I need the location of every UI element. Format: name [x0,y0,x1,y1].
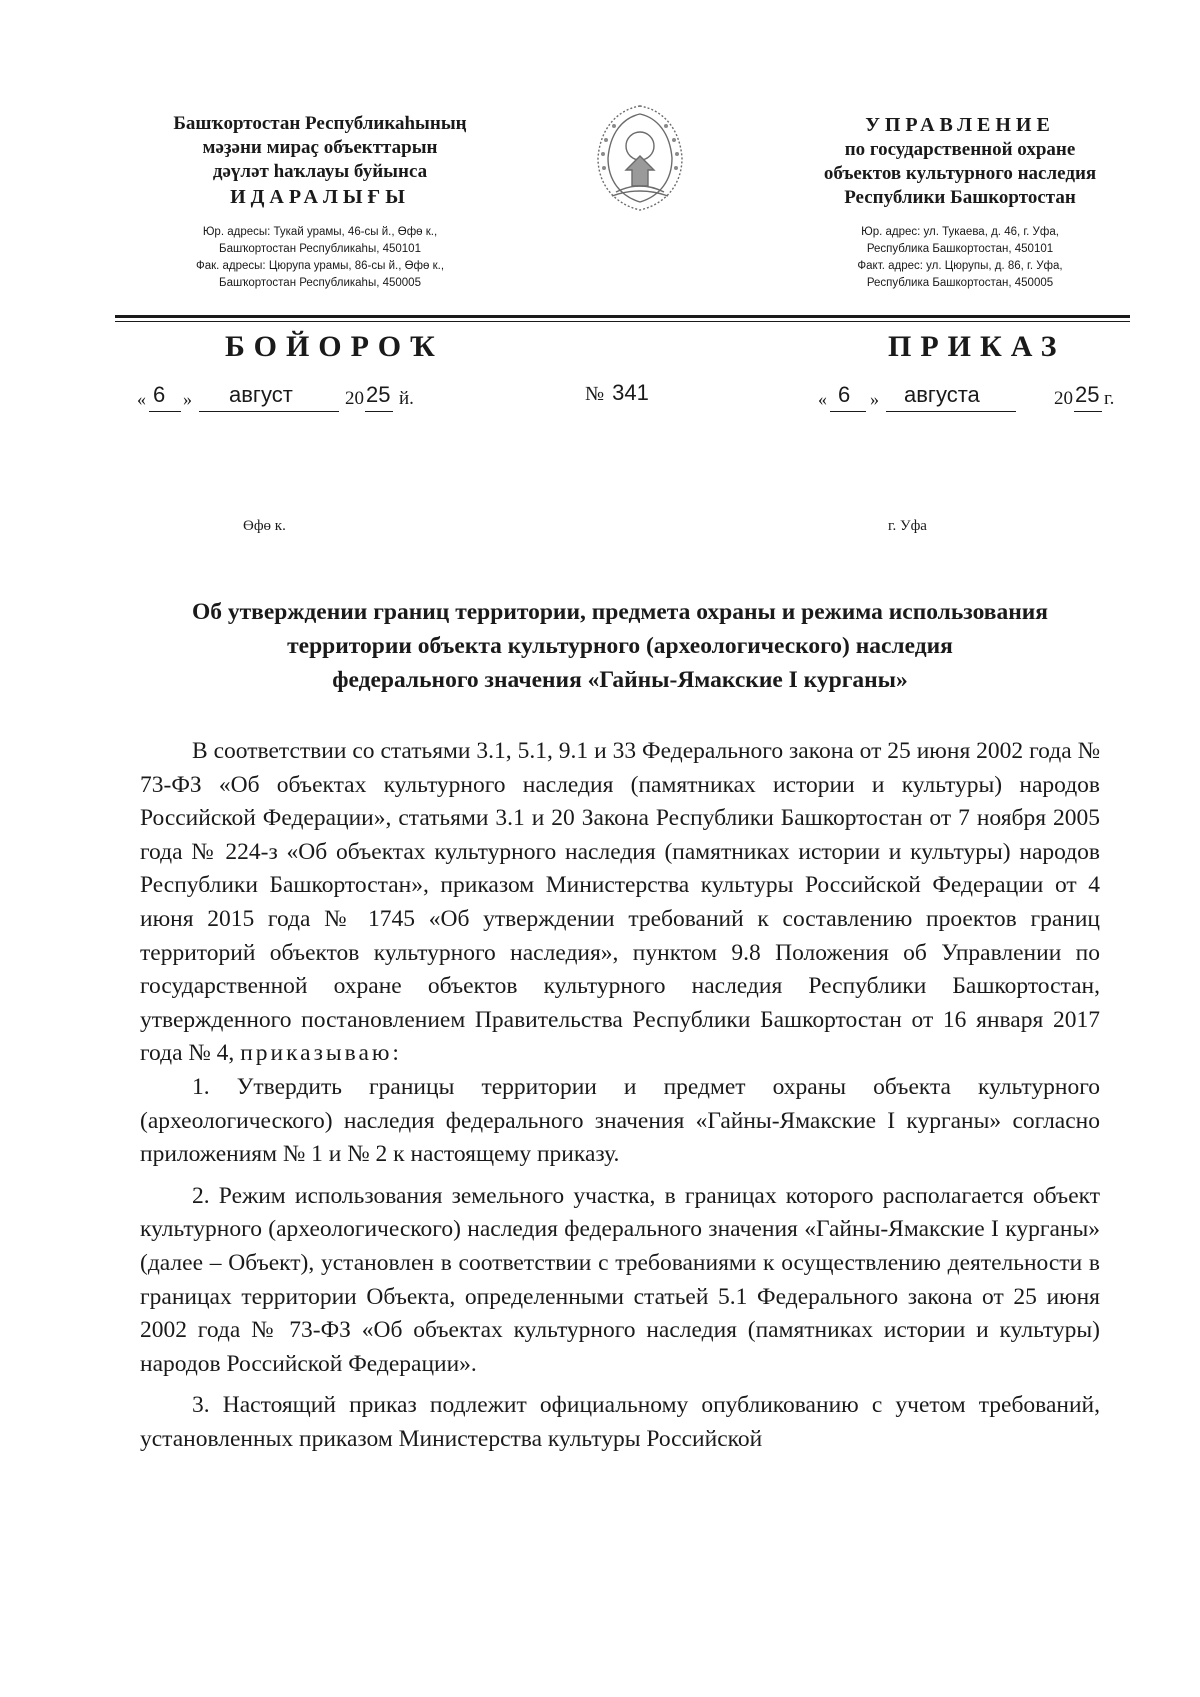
year-value: 25 [1075,382,1100,407]
address-line: Республика Башкортостан, 450005 [866,277,1054,289]
city-right: г. Уфа [888,518,927,534]
header-divider-thin [115,321,1130,322]
title-boyorok: БОЙОРОҠ [225,330,444,363]
address-line: Юр. адресы: Тукай урамы, 46-сы й., Өфө к., [202,226,438,238]
year-unit: г. [1104,388,1115,409]
item-3-paragraph: 3. Настоящий приказ подлежит официальному опубликованию с учетом требований, установленных приказом Министерства культуры Российской [140,1392,1100,1452]
date-left [137,380,457,414]
org-line: объектов культурного наследия [823,163,1097,184]
preamble-text: В соответствии со статьями 3.1, 5.1, 9.1 и 33 Федерального закона от 25 июня 2002 года № 73-ФЗ «Об объектах культурного наследия (памятниках истории и культуры) народов Российской Федерации», статьями 3.1 и 20 Закона Республики Башкортостан от 7 ноября 2005 года № 224-з «Об объектах культурного наследия (памятниках истории и культуры) народов Республики Башкортостан», приказом Министерства культуры Российской Федерации от 4 июня 2015 года № 1745 «Об утверждении требований к составлению проектов границ территорий объектов культурного наследия», пунктом 9.8 Положения об Управлении по государственной охране объектов культурного наследия Республики Башкортостан, утвержденного постановлением Правительства Республики Башкортостан от 16 января 2017 года № 4, [140,738,1100,1067]
order-word: приказываю: [240,1040,402,1067]
date-right [818,380,1128,414]
year-prefix: 20 [1054,388,1073,409]
header-left-org [130,112,510,292]
year-underline [365,411,393,412]
month-underline [199,411,339,412]
city-left: Өфө к. [243,518,286,534]
org-line: Башҡортостан Республикаһының [173,113,467,134]
org-name-spaced: ИДАРАЛЫҒЫ [230,186,410,208]
address-line: Фак. адресы: Цюрупа урамы, 86-сы й., Өфө к., [195,260,445,272]
address-line: Республика Башкортостан, 450101 [866,243,1054,255]
year-value: 25 [366,382,391,407]
item-1-paragraph: 1. Утвердить границы территории и предмет охраны объекта культурного (археологического) наследия федерального значения «Гайны-Ямакские I курганы» согласно приложениям № 1 и № 2 к настоящему приказу. [140,1073,1100,1168]
month-value: август [229,382,293,407]
month-value: августа [904,382,980,407]
address-line: Юр. адрес: ул. Тукаева, д. 46, г. Уфа, [861,226,1059,238]
document-body [140,735,1100,1456]
close-quote: » [870,389,879,409]
open-quote: « [818,389,827,409]
number-value: 341 [612,380,649,405]
day-underline [149,411,181,412]
close-quote: » [183,389,192,409]
item-2-paragraph: 2. Режим использования земельного участка, в границах которого располагается объект культурного (археологического) наследия федерального значения «Гайны-Ямакские I курганы» (далее – Объект), установлен в соответствии с требованиями к осуществлению деятельности в границах территории Объекта, определенными статьей 5.1 Федерального закона от 25 июня 2002 года № 73-ФЗ «Об объектах культурного наследия (памятниках истории и культуры) народов Российской Федерации». [140,1182,1100,1377]
number-label: № [585,383,605,405]
bashkortostan-emblem-icon [586,100,694,216]
year-unit: й. [399,388,414,409]
day-value: 6 [153,382,166,407]
header-right-org [780,112,1140,292]
open-quote: « [137,389,146,409]
address-line: Башҡортостан Республикаһы, 450005 [219,277,421,289]
address-block [130,224,510,292]
address-line: Башҡортостан Республикаһы, 450101 [219,243,421,255]
org-line: Республики Башкортостан [844,187,1076,208]
address-line: Факт. адрес: ул. Цюрупы, д. 86, г. Уфа, [857,260,1063,272]
document-title [140,595,1100,697]
org-line: мәҙәни мираҫ объекттарын [202,137,438,158]
document-title-line: территории объекта культурного (археологического) наследия [287,633,953,659]
day-value: 6 [838,382,851,407]
title-prikaz: ПРИКАЗ [888,330,1066,363]
header-divider-thick [115,315,1130,318]
org-line: по государственной охране [844,139,1076,160]
order-number [585,380,649,406]
year-underline [1074,411,1102,412]
document-title-line: Об утверждении границ территории, предмета охраны и режима использования [191,599,1048,625]
year-prefix: 20 [345,388,364,409]
month-underline [886,411,1016,412]
day-underline [830,411,866,412]
preamble-paragraph [140,735,1100,1071]
org-name-spaced: УПРАВЛЕНИЕ [865,114,1055,136]
document-title-line: федерального значения «Гайны-Ямакские I курганы» [332,667,908,693]
org-line: дәүләт һаҡлауы буйынса [212,161,428,182]
address-block [780,224,1140,292]
